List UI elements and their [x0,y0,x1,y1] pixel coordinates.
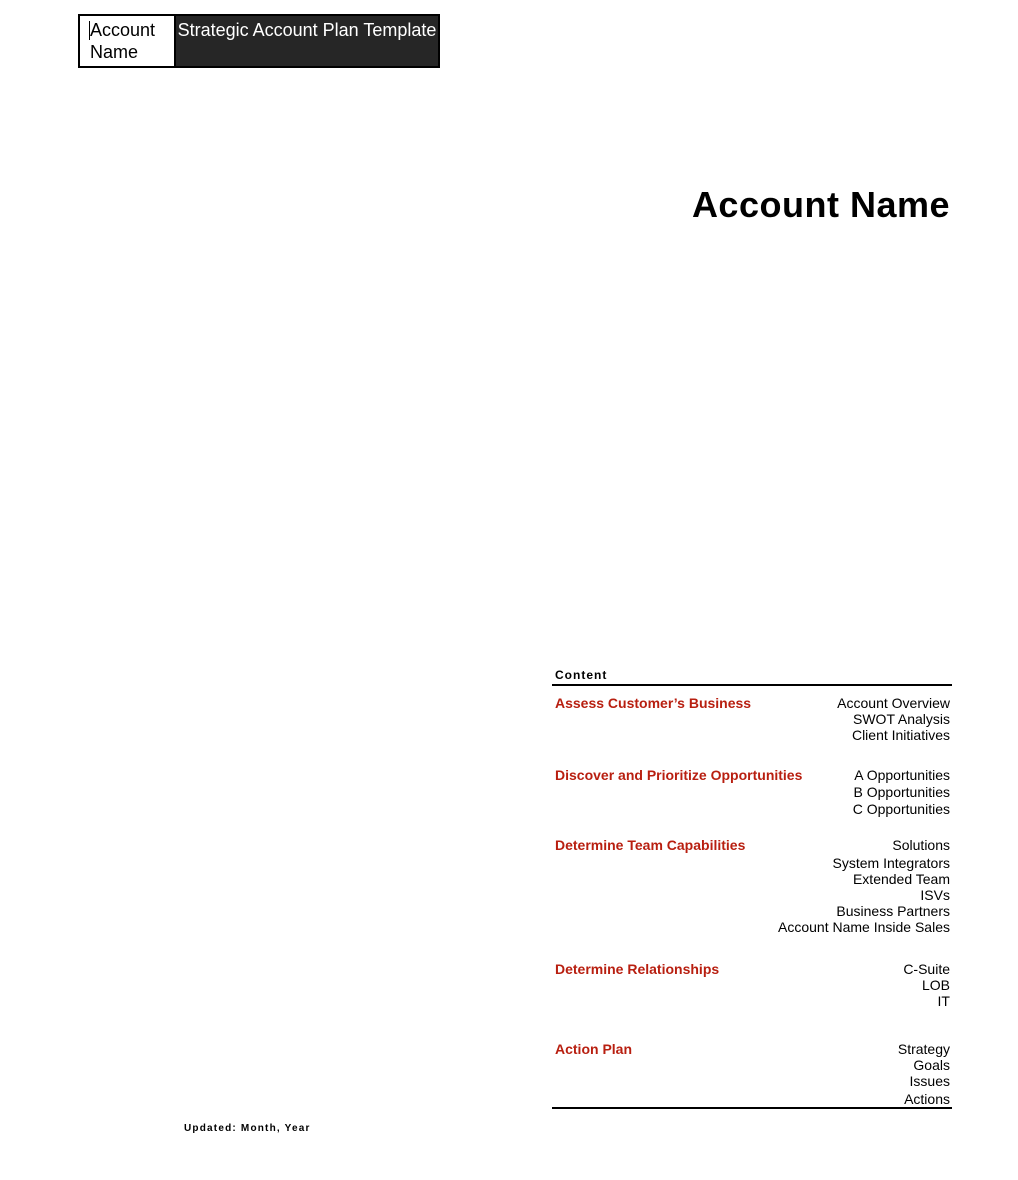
account-label: Account Name [90,20,156,62]
content-bottom-rule [552,1107,952,1109]
template-title: Strategic Account Plan Template [177,20,437,40]
section-title: Action Plan [555,1041,633,1057]
section-item: Solutions [892,837,950,853]
section-items [778,837,950,935]
section-item: ISVs [920,887,950,903]
section-items [853,767,950,818]
section-item: LOB [921,977,950,993]
section-title: Determine Relationships [555,961,720,977]
section-item: IT [937,993,950,1009]
section-title: Discover and Prioritize Opportunities [555,767,803,783]
section-item: Account Overview [837,695,950,711]
content-table [552,668,952,1107]
section-title: Determine Team Capabilities [555,837,746,853]
section-item: SWOT Analysis [853,711,950,727]
section-item: C Opportunities [852,801,950,817]
template-title-cell [176,16,438,66]
section-item: System Integrators [832,855,950,871]
account-label-cell[interactable] [80,16,176,66]
section-item: A Opportunities [854,767,950,783]
header-box [78,14,440,68]
page-title: Account Name [691,184,950,225]
section-items [837,695,950,743]
section-items [898,1041,950,1107]
text-cursor [89,21,90,40]
section-item: Account Name Inside Sales [778,919,950,935]
updated-date: Updated: Month, Year [184,1123,311,1134]
content-heading: Content [552,668,952,686]
section-title: Assess Customer’s Business [555,695,752,711]
section-item: B Opportunities [853,784,950,800]
section-item: Strategy [897,1041,950,1057]
section-item: Client Initiatives [851,727,950,743]
section-item: Issues [909,1073,950,1089]
section-item: C-Suite [903,961,950,977]
section-item: Business Partners [836,903,950,919]
section-items [903,961,950,1009]
section-item: Goals [913,1057,950,1073]
section-item: Extended Team [852,871,950,887]
section-item: Actions [904,1091,950,1107]
